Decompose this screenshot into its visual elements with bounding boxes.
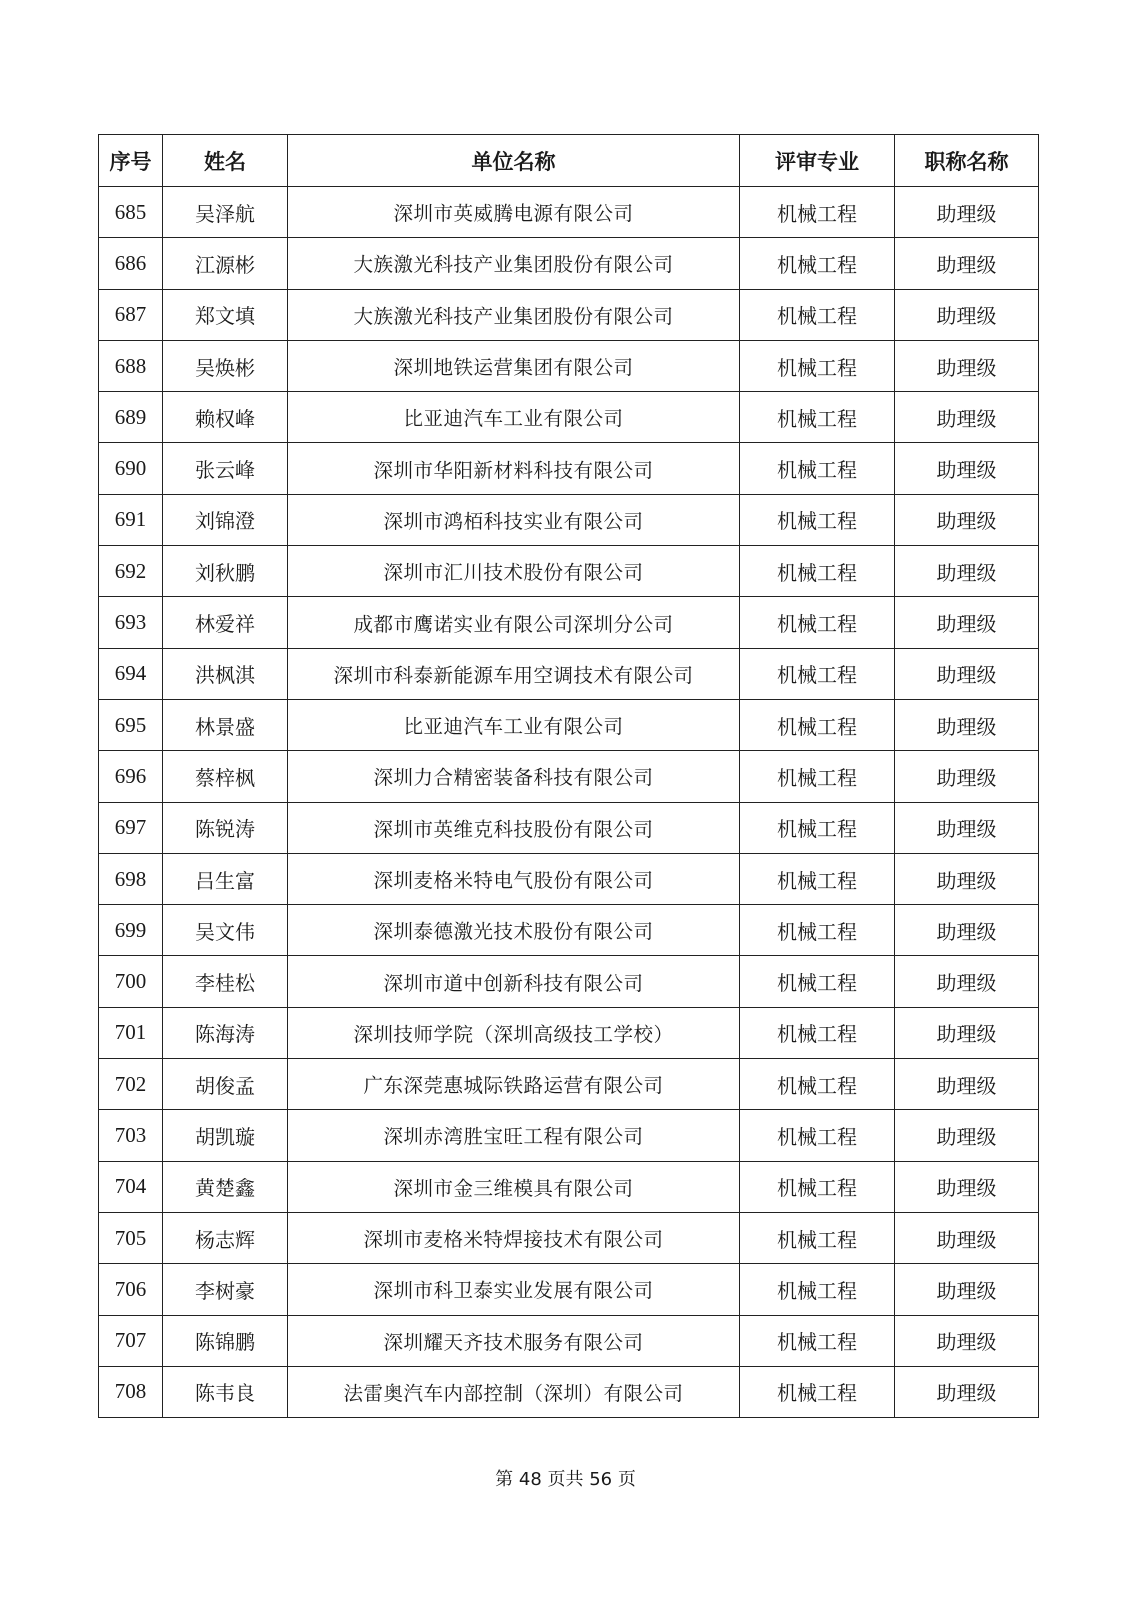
row-name: 陈韦良 <box>163 1366 288 1417</box>
row-title: 助理级 <box>895 699 1039 750</box>
row-unit: 深圳地铁运营集团有限公司 <box>288 340 740 391</box>
table-row <box>99 494 1039 545</box>
row-name: 胡凯璇 <box>163 1110 288 1161</box>
row-title: 助理级 <box>895 956 1039 1007</box>
row-name: 林爱祥 <box>163 597 288 648</box>
row-title: 助理级 <box>895 546 1039 597</box>
row-index: 693 <box>99 597 163 648</box>
row-name: 蔡梓枫 <box>163 751 288 802</box>
row-unit: 深圳市麦格米特焊接技术有限公司 <box>288 1212 740 1263</box>
row-index: 689 <box>99 392 163 443</box>
row-unit: 深圳泰德激光技术股份有限公司 <box>288 905 740 956</box>
row-name: 杨志辉 <box>163 1212 288 1263</box>
table-row <box>99 1212 1039 1263</box>
row-title: 助理级 <box>895 802 1039 853</box>
row-title: 助理级 <box>895 853 1039 904</box>
row-index: 692 <box>99 546 163 597</box>
table-row <box>99 238 1039 289</box>
row-name: 陈锐涛 <box>163 802 288 853</box>
row-unit: 比亚迪汽车工业有限公司 <box>288 699 740 750</box>
row-index: 708 <box>99 1366 163 1417</box>
row-unit: 大族激光科技产业集团股份有限公司 <box>288 289 740 340</box>
table-row <box>99 802 1039 853</box>
row-title: 助理级 <box>895 289 1039 340</box>
row-unit: 深圳耀天齐技术服务有限公司 <box>288 1315 740 1366</box>
row-name: 陈海涛 <box>163 1007 288 1058</box>
row-name: 李桂松 <box>163 956 288 1007</box>
row-unit: 深圳市科卫泰实业发展有限公司 <box>288 1264 740 1315</box>
row-unit: 深圳市华阳新材料科技有限公司 <box>288 443 740 494</box>
table-row <box>99 1161 1039 1212</box>
row-major: 机械工程 <box>740 597 895 648</box>
row-title: 助理级 <box>895 187 1039 238</box>
row-major: 机械工程 <box>740 1366 895 1417</box>
row-name: 林景盛 <box>163 699 288 750</box>
row-name: 陈锦鹏 <box>163 1315 288 1366</box>
row-index: 697 <box>99 802 163 853</box>
row-title: 助理级 <box>895 1161 1039 1212</box>
row-major: 机械工程 <box>740 956 895 1007</box>
row-major: 机械工程 <box>740 751 895 802</box>
table-row <box>99 597 1039 648</box>
row-major: 机械工程 <box>740 187 895 238</box>
row-unit: 大族激光科技产业集团股份有限公司 <box>288 238 740 289</box>
row-major: 机械工程 <box>740 1212 895 1263</box>
table-row <box>99 340 1039 391</box>
table-row <box>99 956 1039 1007</box>
row-title: 助理级 <box>895 494 1039 545</box>
header-index: 序号 <box>99 135 163 187</box>
row-major: 机械工程 <box>740 238 895 289</box>
row-title: 助理级 <box>895 648 1039 699</box>
header-major: 评审专业 <box>740 135 895 187</box>
row-major: 机械工程 <box>740 802 895 853</box>
row-major: 机械工程 <box>740 905 895 956</box>
row-major: 机械工程 <box>740 1315 895 1366</box>
row-name: 黄楚鑫 <box>163 1161 288 1212</box>
row-name: 张云峰 <box>163 443 288 494</box>
row-index: 700 <box>99 956 163 1007</box>
row-index: 701 <box>99 1007 163 1058</box>
roster-sheet <box>98 134 1038 1418</box>
row-title: 助理级 <box>895 1212 1039 1263</box>
row-name: 刘锦澄 <box>163 494 288 545</box>
table-row <box>99 392 1039 443</box>
row-unit: 深圳技师学院（深圳高级技工学校） <box>288 1007 740 1058</box>
header-title: 职称名称 <box>895 135 1039 187</box>
row-index: 691 <box>99 494 163 545</box>
row-major: 机械工程 <box>740 648 895 699</box>
table-row <box>99 1007 1039 1058</box>
row-unit: 深圳市科泰新能源车用空调技术有限公司 <box>288 648 740 699</box>
row-index: 705 <box>99 1212 163 1263</box>
row-major: 机械工程 <box>740 699 895 750</box>
row-index: 702 <box>99 1059 163 1110</box>
row-name: 吴文伟 <box>163 905 288 956</box>
table-row <box>99 443 1039 494</box>
row-title: 助理级 <box>895 238 1039 289</box>
table-header-row <box>99 135 1039 187</box>
row-major: 机械工程 <box>740 392 895 443</box>
table-row <box>99 187 1039 238</box>
row-name: 郑文填 <box>163 289 288 340</box>
header-unit: 单位名称 <box>288 135 740 187</box>
row-index: 690 <box>99 443 163 494</box>
row-name: 胡俊孟 <box>163 1059 288 1110</box>
row-title: 助理级 <box>895 1315 1039 1366</box>
row-title: 助理级 <box>895 392 1039 443</box>
row-unit: 深圳市道中创新科技有限公司 <box>288 956 740 1007</box>
table-row <box>99 648 1039 699</box>
row-title: 助理级 <box>895 597 1039 648</box>
row-name: 刘秋鹏 <box>163 546 288 597</box>
row-name: 吕生富 <box>163 853 288 904</box>
row-title: 助理级 <box>895 1007 1039 1058</box>
row-name: 赖权峰 <box>163 392 288 443</box>
row-title: 助理级 <box>895 905 1039 956</box>
row-unit: 深圳市汇川技术股份有限公司 <box>288 546 740 597</box>
table-row <box>99 905 1039 956</box>
row-index: 696 <box>99 751 163 802</box>
row-index: 685 <box>99 187 163 238</box>
row-index: 694 <box>99 648 163 699</box>
row-index: 707 <box>99 1315 163 1366</box>
roster-table <box>98 134 1039 1418</box>
row-title: 助理级 <box>895 751 1039 802</box>
row-unit: 深圳市英威腾电源有限公司 <box>288 187 740 238</box>
row-title: 助理级 <box>895 1264 1039 1315</box>
row-index: 699 <box>99 905 163 956</box>
table-row <box>99 546 1039 597</box>
table-row <box>99 1059 1039 1110</box>
table-body <box>99 187 1039 1418</box>
table-row <box>99 853 1039 904</box>
row-unit: 深圳力合精密装备科技有限公司 <box>288 751 740 802</box>
table-row <box>99 699 1039 750</box>
table-row <box>99 1315 1039 1366</box>
row-major: 机械工程 <box>740 289 895 340</box>
row-index: 698 <box>99 853 163 904</box>
row-name: 吴焕彬 <box>163 340 288 391</box>
row-unit: 广东深莞惠城际铁路运营有限公司 <box>288 1059 740 1110</box>
row-major: 机械工程 <box>740 443 895 494</box>
row-index: 706 <box>99 1264 163 1315</box>
row-unit: 法雷奥汽车内部控制（深圳）有限公司 <box>288 1366 740 1417</box>
row-title: 助理级 <box>895 1366 1039 1417</box>
row-unit: 深圳市鸿栢科技实业有限公司 <box>288 494 740 545</box>
page-footer: 第 48 页共 56 页 <box>495 1469 636 1490</box>
row-unit: 比亚迪汽车工业有限公司 <box>288 392 740 443</box>
table-row <box>99 751 1039 802</box>
header-name: 姓名 <box>163 135 288 187</box>
row-major: 机械工程 <box>740 1007 895 1058</box>
row-major: 机械工程 <box>740 1110 895 1161</box>
row-major: 机械工程 <box>740 1161 895 1212</box>
row-index: 703 <box>99 1110 163 1161</box>
row-index: 686 <box>99 238 163 289</box>
row-index: 688 <box>99 340 163 391</box>
row-unit: 深圳市英维克科技股份有限公司 <box>288 802 740 853</box>
row-title: 助理级 <box>895 1059 1039 1110</box>
table-row <box>99 289 1039 340</box>
row-major: 机械工程 <box>740 546 895 597</box>
row-index: 695 <box>99 699 163 750</box>
row-name: 江源彬 <box>163 238 288 289</box>
row-name: 吴泽航 <box>163 187 288 238</box>
row-major: 机械工程 <box>740 1059 895 1110</box>
row-major: 机械工程 <box>740 853 895 904</box>
row-name: 洪枫淇 <box>163 648 288 699</box>
table-row <box>99 1366 1039 1417</box>
table-row <box>99 1110 1039 1161</box>
row-unit: 深圳市金三维模具有限公司 <box>288 1161 740 1212</box>
row-major: 机械工程 <box>740 1264 895 1315</box>
row-title: 助理级 <box>895 1110 1039 1161</box>
row-title: 助理级 <box>895 443 1039 494</box>
row-unit: 深圳赤湾胜宝旺工程有限公司 <box>288 1110 740 1161</box>
row-unit: 成都市鹰诺实业有限公司深圳分公司 <box>288 597 740 648</box>
row-major: 机械工程 <box>740 340 895 391</box>
row-major: 机械工程 <box>740 494 895 545</box>
row-title: 助理级 <box>895 340 1039 391</box>
row-name: 李树豪 <box>163 1264 288 1315</box>
table-row <box>99 1264 1039 1315</box>
row-unit: 深圳麦格米特电气股份有限公司 <box>288 853 740 904</box>
row-index: 704 <box>99 1161 163 1212</box>
row-index: 687 <box>99 289 163 340</box>
